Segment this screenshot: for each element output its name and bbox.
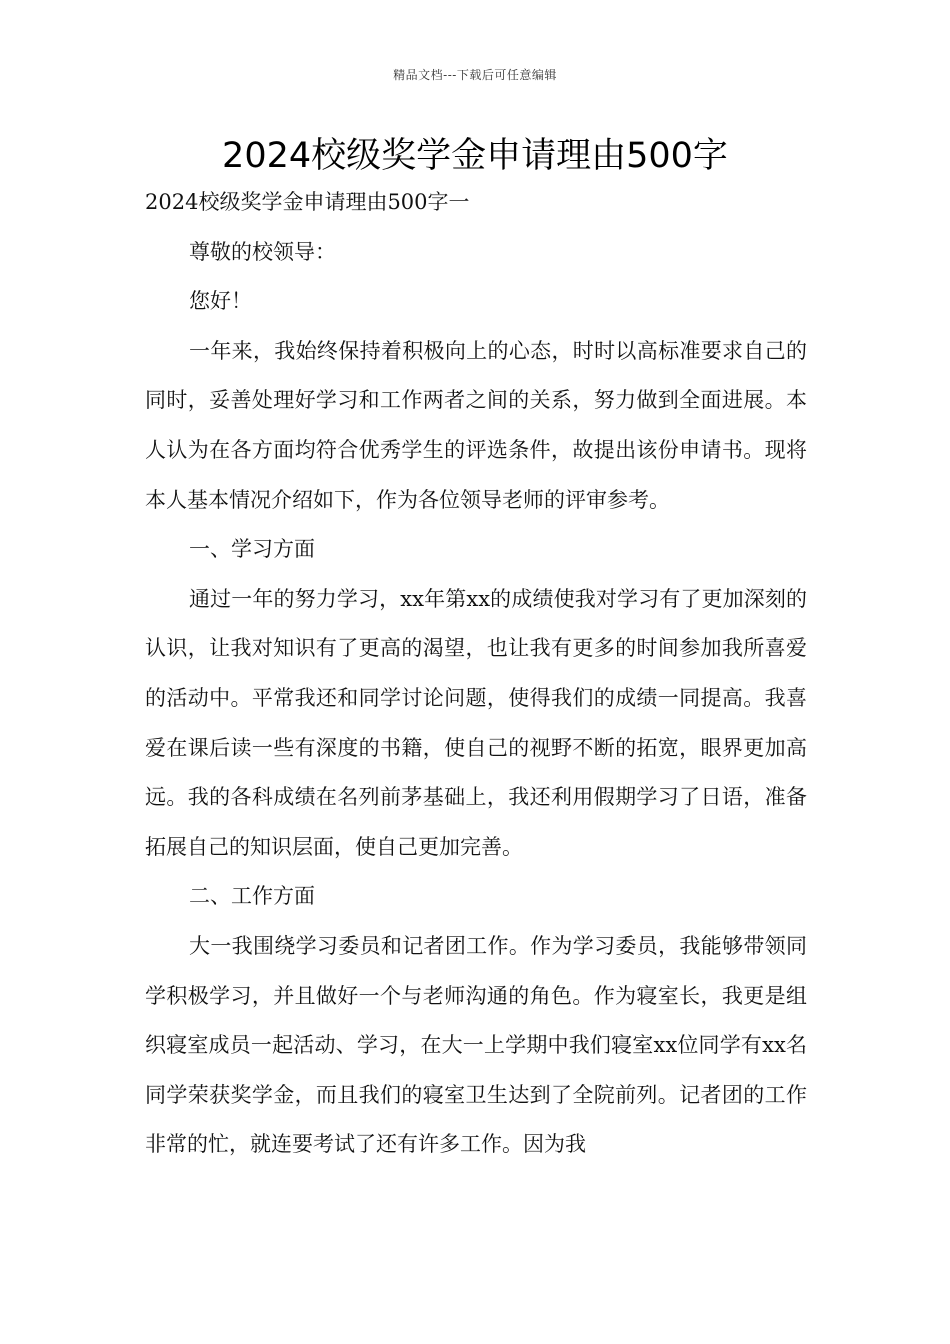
paragraph: 一年来，我始终保持着积极向上的心态，时时以高标准要求自己的同时，妥善处理好学习和工作两者之间的关系，努力做到全面进展。本人认为在各方面均符合优秀学生的评选条件，故提出该份申请书。现将本人基本情况介绍如下，作为各位领导老师的评审参考。 bbox=[145, 338, 807, 512]
section-heading-study: 一、学习方面 bbox=[189, 537, 315, 562]
header-note: 精品文档---下载后可任意编辑 bbox=[393, 68, 557, 82]
greeting: 您好！ bbox=[189, 289, 252, 314]
paragraph: 通过一年的努力学习，xx年第xx的成绩使我对学习有了更加深刻的认识，让我对知识有了更高的渴望，也让我有更多的时间参加我所喜爱的活动中。平常我还和同学讨论问题，使得我们的成绩一同提高。我喜爱在课后读一些有深度的书籍，使自己的视野不断的拓宽，眼界更加高远。我的各科成绩在名列前茅基础上，我还利用假期学习了日语，准备拓展自己的知识层面，使自己更加完善。 bbox=[145, 586, 807, 859]
document-body bbox=[145, 178, 807, 1170]
document-title: 2024校级奖学金申请理由500字 bbox=[222, 136, 728, 176]
salutation: 尊敬的校领导： bbox=[189, 239, 336, 264]
subtitle-line: 2024校级奖学金申请理由500字一 bbox=[145, 190, 470, 214]
paragraph: 大一我围绕学习委员和记者团工作。作为学习委员，我能够带领同学积极学习，并且做好一个与老师沟通的角色。作为寝室长，我更是组织寝室成员一起活动、学习，在大一上学期中我们寝室xx位同学有xx名同学荣获奖学金，而且我们的寝室卫生达到了全院前列。记者团的工作非常的忙，就连要考试了还有许多工作。因为我 bbox=[145, 933, 807, 1157]
section-heading-work: 二、工作方面 bbox=[189, 884, 315, 909]
